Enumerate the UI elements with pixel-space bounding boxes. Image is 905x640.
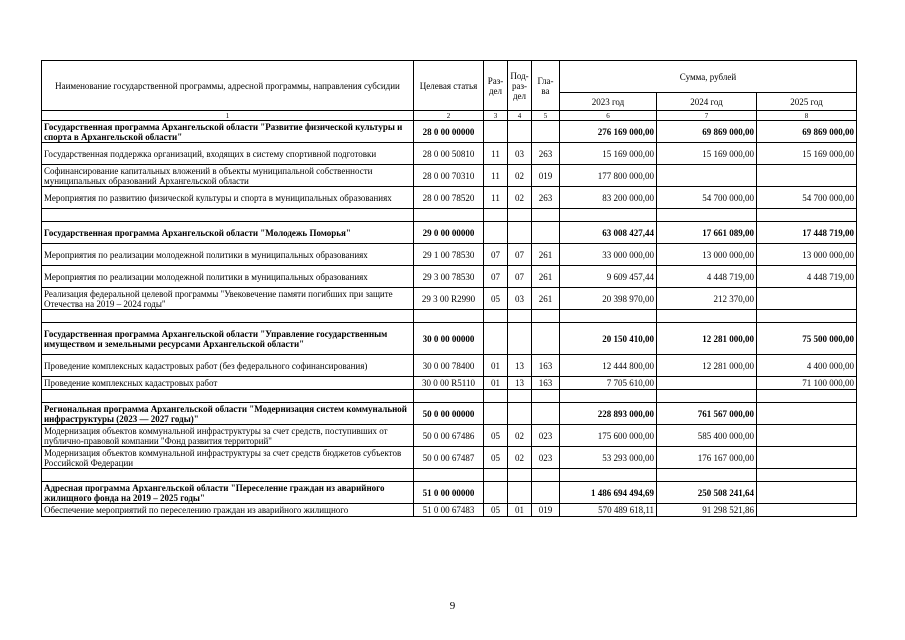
program-row <box>42 403 857 425</box>
program-sum-2024: 761 567 000,00 <box>657 403 757 425</box>
row-name: Реализация федеральной целевой программы "Увековечение памяти погибших при защите Отечества на 2019 – 2024 годы" <box>42 288 414 310</box>
row-sum-2023: 53 293 000,00 <box>560 447 657 469</box>
row-name: Модернизация объектов коммунальной инфраструктуры за счет средств, поступивших от публично-правовой компании "Фонд развития территорий" <box>42 425 414 447</box>
table-header-row <box>42 61 857 93</box>
row-podrazdel: 07 <box>508 266 532 288</box>
row-glava: 019 <box>532 165 560 187</box>
column-number: 5 <box>532 111 560 121</box>
row-razdel: 07 <box>484 244 508 266</box>
row-podrazdel: 02 <box>508 447 532 469</box>
spacer-row <box>42 469 857 482</box>
row-sum-2025: 71 100 000,00 <box>757 377 857 390</box>
row-target: 50 0 00 67486 <box>414 425 484 447</box>
column-number: 3 <box>484 111 508 121</box>
program-sum-2023: 20 150 410,00 <box>560 323 657 355</box>
row-glava: 263 <box>532 143 560 165</box>
row-sum-2023: 570 489 618,11 <box>560 504 657 517</box>
program-target: 51 0 00 00000 <box>414 482 484 504</box>
program-name: Адресная программа Архангельской области "Переселение граждан из аварийного жилищного фонда на 2019 – 2025 годы" <box>42 482 414 504</box>
header-sum: Сумма, рублей <box>560 61 857 93</box>
table-row <box>42 288 857 310</box>
program-sum-2023: 228 893 000,00 <box>560 403 657 425</box>
row-podrazdel: 03 <box>508 288 532 310</box>
table-row <box>42 244 857 266</box>
program-sum-2025 <box>757 482 857 504</box>
row-sum-2024: 54 700 000,00 <box>657 187 757 209</box>
row-razdel: 05 <box>484 288 508 310</box>
row-name: Государственная поддержка организаций, входящих в систему спортивной подготовки <box>42 143 414 165</box>
program-sum-2025: 75 500 000,00 <box>757 323 857 355</box>
program-sum-2024: 250 508 241,64 <box>657 482 757 504</box>
row-sum-2023: 177 800 000,00 <box>560 165 657 187</box>
row-sum-2024 <box>657 165 757 187</box>
table-row <box>42 504 857 517</box>
program-sum-2025: 17 448 719,00 <box>757 222 857 244</box>
row-razdel: 01 <box>484 377 508 390</box>
table-row <box>42 447 857 469</box>
row-razdel: 05 <box>484 447 508 469</box>
row-name: Обеспечение мероприятий по переселению граждан из аварийного жилищного <box>42 504 414 517</box>
row-target: 51 0 00 67483 <box>414 504 484 517</box>
row-sum-2023: 83 200 000,00 <box>560 187 657 209</box>
page-number: 9 <box>449 600 456 612</box>
row-target: 50 0 00 67487 <box>414 447 484 469</box>
table-row <box>42 143 857 165</box>
row-podrazdel: 13 <box>508 377 532 390</box>
program-row <box>42 222 857 244</box>
header-target: Целевая статья <box>414 61 484 111</box>
row-glava: 163 <box>532 355 560 377</box>
program-sum-2023: 63 008 427,44 <box>560 222 657 244</box>
spacer-row <box>42 209 857 222</box>
row-sum-2023: 7 705 610,00 <box>560 377 657 390</box>
row-sum-2024: 4 448 719,00 <box>657 266 757 288</box>
row-sum-2024: 176 167 000,00 <box>657 447 757 469</box>
program-row <box>42 323 857 355</box>
program-name: Региональная программа Архангельской области "Модернизация систем коммунальной инфраструктуры (2023 — 2027 годы)" <box>42 403 414 425</box>
program-target: 50 0 00 00000 <box>414 403 484 425</box>
table-row <box>42 425 857 447</box>
spacer-row <box>42 390 857 403</box>
row-razdel: 11 <box>484 187 508 209</box>
row-target: 28 0 00 78520 <box>414 187 484 209</box>
row-target: 28 0 00 50810 <box>414 143 484 165</box>
row-sum-2023: 9 609 457,44 <box>560 266 657 288</box>
row-target: 29 1 00 78530 <box>414 244 484 266</box>
program-sum-2023: 1 486 694 494,69 <box>560 482 657 504</box>
row-sum-2023: 15 169 000,00 <box>560 143 657 165</box>
row-glava: 023 <box>532 447 560 469</box>
row-razdel: 11 <box>484 143 508 165</box>
table-row <box>42 187 857 209</box>
row-name: Проведение комплексных кадастровых работ (без федерального софинансирования) <box>42 355 414 377</box>
row-name: Мероприятия по развитию физической культуры и спорта в муниципальных образованиях <box>42 187 414 209</box>
row-glava: 261 <box>532 266 560 288</box>
header-glava: Гла- ва <box>532 61 560 111</box>
program-target: 28 0 00 00000 <box>414 121 484 143</box>
row-glava: 163 <box>532 377 560 390</box>
column-number: 6 <box>560 111 657 121</box>
row-sum-2023: 20 398 970,00 <box>560 288 657 310</box>
row-sum-2024: 12 281 000,00 <box>657 355 757 377</box>
table-row <box>42 266 857 288</box>
row-sum-2024: 585 400 000,00 <box>657 425 757 447</box>
row-target: 30 0 00 R5110 <box>414 377 484 390</box>
table-row <box>42 355 857 377</box>
row-target: 30 0 00 78400 <box>414 355 484 377</box>
column-number: 4 <box>508 111 532 121</box>
program-row <box>42 121 857 143</box>
row-sum-2024: 91 298 521,86 <box>657 504 757 517</box>
row-razdel: 07 <box>484 266 508 288</box>
program-sum-2024: 17 661 089,00 <box>657 222 757 244</box>
program-name: Государственная программа Архангельской области "Молодежь Поморья" <box>42 222 414 244</box>
row-podrazdel: 01 <box>508 504 532 517</box>
column-number: 8 <box>757 111 857 121</box>
row-sum-2025: 4 448 719,00 <box>757 266 857 288</box>
row-sum-2025 <box>757 165 857 187</box>
row-podrazdel: 13 <box>508 355 532 377</box>
table-row <box>42 165 857 187</box>
row-target: 29 3 00 78530 <box>414 266 484 288</box>
row-sum-2025 <box>757 504 857 517</box>
header-name: Наименование государственной программы, адресной программы, направления субсидии <box>42 61 414 111</box>
row-sum-2023: 175 600 000,00 <box>560 425 657 447</box>
row-name: Мероприятия по реализации молодежной политики в муниципальных образованиях <box>42 244 414 266</box>
program-name: Государственная программа Архангельской области "Развитие физической культуры и спорта в Архангельской области" <box>42 121 414 143</box>
spacer-row <box>42 310 857 323</box>
row-glava: 023 <box>532 425 560 447</box>
column-numbers-row <box>42 111 857 121</box>
row-podrazdel: 02 <box>508 187 532 209</box>
row-razdel: 01 <box>484 355 508 377</box>
row-sum-2025: 4 400 000,00 <box>757 355 857 377</box>
row-name: Модернизация объектов коммунальной инфраструктуры за счет средств бюджетов субъектов Российской Федерации <box>42 447 414 469</box>
row-podrazdel: 07 <box>508 244 532 266</box>
row-glava: 261 <box>532 288 560 310</box>
row-sum-2025: 13 000 000,00 <box>757 244 857 266</box>
column-number: 7 <box>657 111 757 121</box>
row-glava: 019 <box>532 504 560 517</box>
header-podrazdel: Под- раз- дел <box>508 61 532 111</box>
row-podrazdel: 02 <box>508 425 532 447</box>
program-sum-2025: 69 869 000,00 <box>757 121 857 143</box>
row-sum-2025: 15 169 000,00 <box>757 143 857 165</box>
header-year-2024: 2024 год <box>657 93 757 111</box>
program-sum-2024: 69 869 000,00 <box>657 121 757 143</box>
row-sum-2025: 54 700 000,00 <box>757 187 857 209</box>
row-sum-2023: 33 000 000,00 <box>560 244 657 266</box>
row-podrazdel: 02 <box>508 165 532 187</box>
row-glava: 261 <box>532 244 560 266</box>
row-razdel: 11 <box>484 165 508 187</box>
column-number: 1 <box>42 111 414 121</box>
row-sum-2024: 15 169 000,00 <box>657 143 757 165</box>
row-razdel: 05 <box>484 425 508 447</box>
row-target: 28 0 00 70310 <box>414 165 484 187</box>
row-name: Софинансирование капитальных вложений в объекты муниципальной собственности муниципальных образований Архангельской области <box>42 165 414 187</box>
row-podrazdel: 03 <box>508 143 532 165</box>
header-year-2023: 2023 год <box>560 93 657 111</box>
header-year-2025: 2025 год <box>757 93 857 111</box>
row-sum-2025 <box>757 425 857 447</box>
header-razdel: Раз- дел <box>484 61 508 111</box>
row-name: Проведение комплексных кадастровых работ <box>42 377 414 390</box>
budget-table <box>41 60 857 517</box>
program-target: 29 0 00 00000 <box>414 222 484 244</box>
row-sum-2025 <box>757 447 857 469</box>
row-sum-2025 <box>757 288 857 310</box>
column-number: 2 <box>414 111 484 121</box>
row-target: 29 3 00 R2990 <box>414 288 484 310</box>
program-sum-2025 <box>757 403 857 425</box>
program-sum-2024: 12 281 000,00 <box>657 323 757 355</box>
row-sum-2024: 13 000 000,00 <box>657 244 757 266</box>
table-row <box>42 377 857 390</box>
row-sum-2024: 212 370,00 <box>657 288 757 310</box>
program-target: 30 0 00 00000 <box>414 323 484 355</box>
row-name: Мероприятия по реализации молодежной политики в муниципальных образованиях <box>42 266 414 288</box>
program-sum-2023: 276 169 000,00 <box>560 121 657 143</box>
row-sum-2024 <box>657 377 757 390</box>
program-row <box>42 482 857 504</box>
row-glava: 263 <box>532 187 560 209</box>
row-sum-2023: 12 444 800,00 <box>560 355 657 377</box>
program-name: Государственная программа Архангельской области "Управление государственным имуществом и земельными ресурсами Архангельской области" <box>42 323 414 355</box>
row-razdel: 05 <box>484 504 508 517</box>
